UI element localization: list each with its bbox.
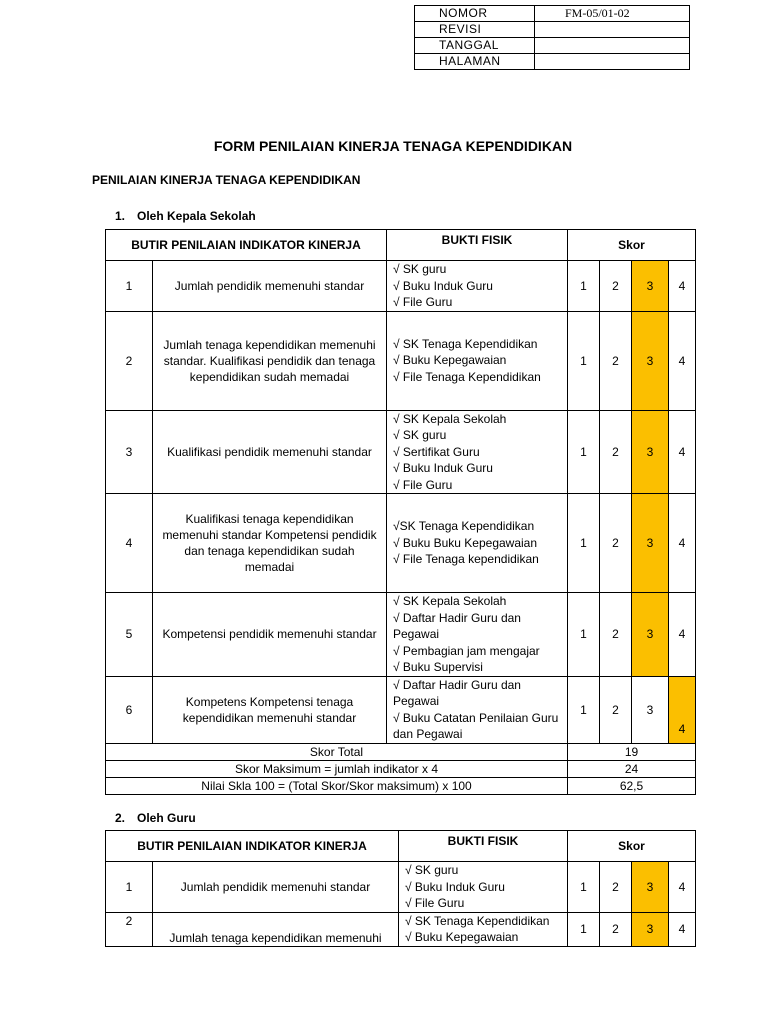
score-column-header: Skor [568, 230, 696, 261]
evidence-item: √ File Tenaga Kependidikan [393, 369, 541, 384]
evidence-item: √ SK guru [393, 262, 447, 276]
reference-label: TANGGAL [415, 38, 535, 54]
score-option-1: 1 [568, 912, 600, 946]
evidence-item: √ Buku Induk Guru [393, 461, 493, 475]
evidence-item: √ File Tenaga kependidikan [393, 552, 539, 567]
indicator-text: Kompetensi pendidik memenuhi standar [153, 593, 387, 677]
table-row [106, 311, 696, 410]
score-option-3: 3 [632, 261, 669, 312]
indicator-column-header: BUTIR PENILAIAN INDIKATOR KINERJA [106, 230, 387, 261]
summary-value: 19 [568, 743, 696, 760]
evidence-item: √ Daftar Hadir Guru dan Pegawai [393, 677, 521, 708]
page-title: FORM PENILAIAN KINERJA TENAGA KEPENDIDIKAN [213, 138, 573, 154]
table-row [106, 494, 696, 593]
reference-row [415, 6, 690, 22]
summary-row [106, 743, 696, 760]
score-option-1: 1 [568, 311, 600, 410]
row-number: 5 [106, 593, 153, 677]
page-subtitle: PENILAIAN KINERJA TENAGA KEPENDIDIKAN [92, 173, 361, 187]
section-title: Oleh Kepala Sekolah [137, 209, 256, 223]
evidence-item: √ Buku Catatan Penilaian Guru dan Pegawai [393, 710, 559, 741]
row-number: 1 [106, 261, 153, 312]
score-option-3: 3 [632, 311, 669, 410]
evidence-item: √ File Guru [393, 295, 453, 309]
section-2-heading [115, 811, 196, 825]
evidence-item: √ SK Kepala Sekolah [393, 411, 507, 426]
evidence-item: √ Buku Supervisi [393, 660, 483, 674]
row-number: 2 [106, 311, 153, 410]
reference-row [415, 38, 690, 54]
score-option-3: 3 [632, 494, 669, 593]
evidence-item: √ SK Tenaga Kependidikan [405, 913, 550, 928]
score-option-2: 2 [600, 311, 632, 410]
evidence-item: √ Buku Buku Kepegawaian [393, 535, 538, 550]
reference-value [535, 54, 690, 70]
score-option-1: 1 [568, 494, 600, 593]
evidence-item: √ Daftar Hadir Guru dan Pegawai [393, 610, 521, 641]
row-number: 1 [106, 862, 153, 913]
evidence-list [399, 862, 568, 913]
score-option-2: 2 [600, 912, 632, 946]
reference-row [415, 22, 690, 38]
score-option-2: 2 [600, 676, 632, 743]
table-body [106, 261, 696, 744]
table-header-row [106, 831, 696, 862]
evidence-item: √ Buku Induk Guru [405, 879, 505, 894]
evidence-list [387, 261, 568, 312]
section-title: Oleh Guru [137, 811, 196, 825]
score-option-4: 4 [669, 494, 696, 593]
indicator-column-header: BUTIR PENILAIAN INDIKATOR KINERJA [106, 831, 399, 862]
score-option-3: 3 [632, 912, 669, 946]
assessment-table-2 [105, 830, 696, 947]
evidence-list [387, 494, 568, 593]
indicator-text: Kompetens Kompetensi tenaga kependidikan memenuhi standar [153, 676, 387, 743]
row-number: 4 [106, 494, 153, 593]
reference-label: REVISI [415, 22, 535, 38]
evidence-list [387, 410, 568, 494]
score-option-3: 3 [632, 862, 669, 913]
summary-row [106, 777, 696, 794]
summary-row [106, 760, 696, 777]
table-row [106, 261, 696, 312]
indicator-text: Jumlah pendidik memenuhi standar [153, 261, 387, 312]
summary-value: 24 [568, 760, 696, 777]
evidence-item: √ File Guru [405, 896, 465, 910]
row-number: 6 [106, 676, 153, 743]
evidence-item: √ File Guru [393, 477, 453, 492]
evidence-item: √ Buku Induk Guru [393, 278, 493, 293]
score-option-2: 2 [600, 494, 632, 593]
score-option-3: 3 [632, 676, 669, 743]
score-option-4: 4 [669, 593, 696, 677]
table-header-row [106, 230, 696, 261]
score-column-header: Skor [568, 831, 696, 862]
score-option-2: 2 [600, 410, 632, 494]
reference-row [415, 54, 690, 70]
indicator-text: Jumlah tenaga kependidikan memenuhi [153, 912, 399, 946]
table-row [106, 912, 696, 946]
score-option-2: 2 [600, 593, 632, 677]
reference-label: NOMOR [415, 6, 535, 22]
section-1-heading [115, 209, 256, 223]
score-option-1: 1 [568, 261, 600, 312]
row-number: 3 [106, 410, 153, 494]
score-option-4: 4 [669, 311, 696, 410]
evidence-list [399, 912, 568, 946]
reference-value: FM-05/01-02 [535, 6, 690, 22]
summary-label: Nilai Skla 100 = (Total Skor/Skor maksimum) x 100 [106, 777, 568, 794]
row-number: 2 [106, 912, 153, 946]
evidence-item: √ SK guru [393, 428, 447, 442]
form-reference-box [414, 5, 690, 70]
score-option-3: 3 [632, 410, 669, 494]
score-option-2: 2 [600, 261, 632, 312]
reference-value [535, 22, 690, 38]
score-option-1: 1 [568, 410, 600, 494]
score-option-4: 4 [669, 261, 696, 312]
reference-value [535, 38, 690, 54]
summary-label: Skor Total [106, 743, 568, 760]
evidence-column-header: BUKTI FISIK [399, 831, 568, 862]
evidence-item: √ SK guru [405, 863, 459, 877]
evidence-item: √ Buku Kepegawaian [393, 353, 507, 368]
score-option-1: 1 [568, 593, 600, 677]
evidence-list [387, 311, 568, 410]
indicator-text: Jumlah tenaga kependidikan memenuhi standar. Kualifikasi pendidik dan tenaga kependidikan sudah memadai [153, 311, 387, 410]
score-option-1: 1 [568, 676, 600, 743]
section-number: 2. [115, 811, 126, 825]
table-row [106, 593, 696, 677]
score-option-4: 4 [669, 912, 696, 946]
indicator-text: Kualifikasi tenaga kependidikan memenuhi standar Kompetensi pendidik dan tenaga kependidikan sudah memadai [153, 494, 387, 593]
score-option-4: 4 [669, 410, 696, 494]
evidence-item: √ Sertifikat Guru [393, 444, 480, 459]
evidence-item: √ Pembagian jam mengajar [393, 643, 540, 658]
summary-value: 62,5 [568, 777, 696, 794]
evidence-item: √ Buku Kepegawaian [405, 930, 519, 944]
table-row [106, 410, 696, 494]
table-body [106, 862, 696, 947]
indicator-text: Jumlah pendidik memenuhi standar [153, 862, 399, 913]
table-row [106, 862, 696, 913]
evidence-item: √SK Tenaga Kependidikan [393, 519, 535, 534]
section-number: 1. [115, 209, 126, 223]
score-option-4: 4 [669, 676, 696, 743]
evidence-list [387, 593, 568, 677]
reference-label: HALAMAN [415, 54, 535, 70]
evidence-item: √ SK Kepala Sekolah [393, 594, 507, 608]
evidence-item: √ SK Tenaga Kependidikan [393, 336, 538, 351]
evidence-column-header: BUKTI FISIK [387, 230, 568, 261]
score-option-2: 2 [600, 862, 632, 913]
assessment-table-1 [105, 229, 696, 795]
evidence-list [387, 676, 568, 743]
score-option-3: 3 [632, 593, 669, 677]
indicator-text: Kualifikasi pendidik memenuhi standar [153, 410, 387, 494]
summary-label: Skor Maksimum = jumlah indikator x 4 [106, 760, 568, 777]
score-option-4: 4 [669, 862, 696, 913]
table-row [106, 676, 696, 743]
score-option-1: 1 [568, 862, 600, 913]
